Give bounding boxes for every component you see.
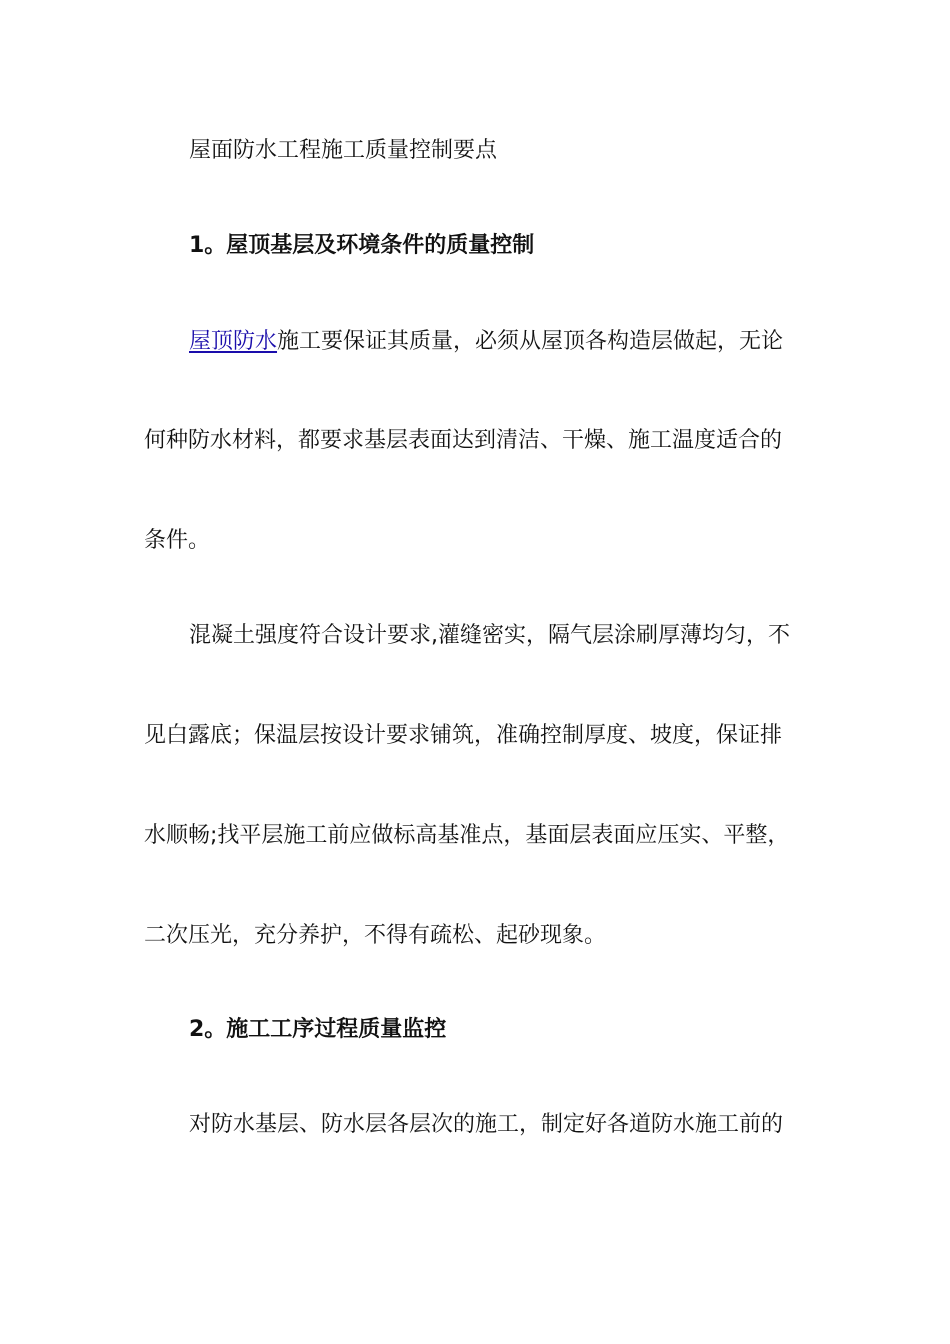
roof-waterproofing-link[interactable]: 屋顶防水 [189, 329, 278, 354]
section-1-heading: 1。屋顶基层及环境条件的质量控制 [189, 233, 535, 258]
section-1-paragraph-2-line-4: 二次压光，充分养护，不得有疏松、起砂现象。 [144, 923, 607, 948]
section-1-paragraph-1-line-1 [189, 327, 814, 357]
section-1-paragraph-2-line-3: 水顺畅;找平层施工前应做标高基准点，基面层表面应压实、平整， [144, 823, 790, 848]
section-1-paragraph-1-line-2: 何种防水材料，都要求基层表面达到清洁、干燥、施工温度适合的 [144, 428, 783, 453]
section-2-heading: 2。施工工序过程质量监控 [189, 1017, 447, 1042]
section-1-paragraph-2-line-2: 见白露底；保温层按设计要求铺筑，准确控制厚度、坡度，保证排 [144, 723, 783, 748]
section-1-paragraph-2-line-1: 混凝土强度符合设计要求,灌缝密实，隔气层涂刷厚薄均匀，不 [189, 623, 790, 648]
section-1-paragraph-1-line-3: 条件。 [144, 528, 211, 553]
document-title: 屋面防水工程施工质量控制要点 [189, 138, 498, 163]
section-2-paragraph-1-line-1: 对防水基层、防水层各层次的施工，制定好各道防水施工前的 [189, 1112, 784, 1137]
paragraph-text: 施工要保证其质量，必须从屋顶各构造层做起，无论 [277, 329, 784, 354]
